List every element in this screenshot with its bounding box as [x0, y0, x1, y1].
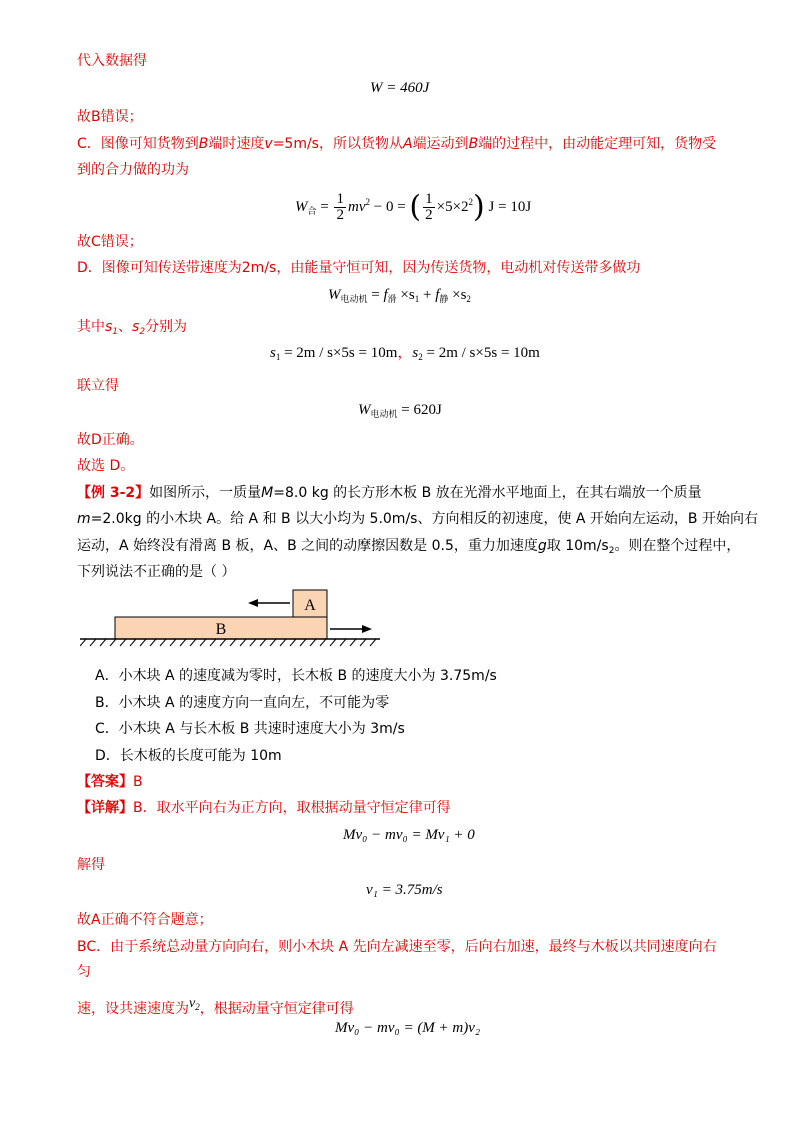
text-span: B — [198, 136, 209, 152]
equation-symbol: W — [358, 402, 371, 418]
fraction-numerator: 1 — [425, 191, 433, 208]
text-span: M — [261, 485, 274, 501]
text-span: 端时速度 — [208, 136, 265, 152]
text-line: 故B错误； — [77, 109, 143, 125]
equation-text: ×s — [396, 287, 415, 303]
example-line — [77, 483, 702, 503]
text-span: =8.0 kg 的长方形木板 B 放在光滑水平地面上，在其右端放一个质量 — [273, 485, 702, 501]
equation-text: J = 10J — [484, 199, 532, 215]
v2-letter: v — [189, 996, 196, 1011]
equation-kinetic-work — [295, 180, 531, 233]
text-span: B — [468, 136, 479, 152]
equation-symbol: s — [270, 345, 276, 361]
text-span: g — [537, 538, 547, 554]
equation-superscript: 2 — [468, 197, 474, 207]
text-line — [77, 317, 187, 342]
equation-subscript: 2 — [418, 352, 423, 362]
text-line: BC．由于系统总动量方向向右，则小木块 A 先向左减速至零，后向右加速，最终与木板以共同速度向右 — [77, 939, 717, 955]
text-span: ，根据动量守恒定律可得 — [199, 1001, 354, 1017]
fraction-denominator: 2 — [425, 207, 433, 224]
text-span: s — [105, 319, 113, 335]
text-line: D．图像可知传送带速度为2m/s，由能量守恒可知，因为传送货物，电动机对传送带多做功 — [77, 260, 641, 276]
v2-symbol — [189, 996, 200, 1011]
text-line: 故C错误； — [77, 234, 143, 250]
equation-text: = 2m / s×5s = 10m — [422, 345, 540, 361]
equation-motor-work: $W_{电动机} = f_滑 \times s_1 + f_静 \times s_2$ — [328, 287, 471, 304]
answer-tag: 【答案】 — [77, 774, 133, 790]
equation-symbol: f — [435, 287, 440, 303]
equation-symbol: W — [295, 199, 308, 215]
text-span: v — [264, 136, 273, 152]
equation-subscript: 1 — [275, 352, 281, 362]
text-span: 端运动到 — [412, 136, 469, 152]
paren-left: ( — [409, 189, 422, 225]
text-line: 联立得 — [77, 378, 119, 394]
equation-symbol: f — [383, 287, 388, 303]
equation-subscript: 2 — [466, 294, 471, 304]
equation-text: − 0 = — [369, 199, 410, 215]
fraction — [334, 192, 346, 223]
equation-work — [370, 78, 429, 98]
text-line: 故选 D。 — [77, 458, 135, 474]
option-d: D．长木板的长度可能为 10m — [95, 748, 282, 764]
equation-text: ×5×2 — [436, 199, 469, 215]
text-line: 故D正确。 — [77, 432, 144, 448]
text-span: 取 10m/s — [546, 538, 609, 554]
answer-line — [77, 772, 143, 792]
equation-motor-result — [358, 400, 442, 424]
equation-subscript: 1 — [414, 294, 420, 304]
block-a-label: A — [304, 597, 316, 614]
text-line: 解得 — [77, 857, 105, 873]
text-span: 。则在整个过程中， — [614, 538, 741, 554]
text-line: 匀 — [77, 964, 91, 980]
text-span: 分别为 — [145, 319, 188, 335]
equation-text: = — [316, 199, 333, 215]
equation-momentum-1: Mv₀ − mv₀ = Mv₁ + 0 — [343, 827, 475, 843]
option-c: C．小木块 A 与长木板 B 共速时速度大小为 3m/s — [95, 721, 405, 737]
text-span: s — [132, 319, 140, 335]
equation-subscript: 电动机 — [370, 409, 398, 419]
text-span: 2 — [608, 546, 615, 556]
detail-tag: 【详解】 — [77, 800, 133, 816]
text-span: 、 — [118, 319, 133, 335]
text-span: 2 — [139, 327, 146, 337]
answer-value: B — [133, 774, 143, 790]
example-line — [77, 509, 758, 529]
text-line: 代入数据得 — [77, 53, 147, 69]
example-line — [77, 536, 740, 561]
v2-subscript: 2 — [195, 1002, 200, 1012]
arrow-right-head — [362, 625, 372, 633]
text-span: A — [402, 136, 413, 152]
equation-separator: ， — [397, 345, 413, 361]
equation-text: mv — [347, 199, 366, 215]
option-b: B．小木块 A 的速度方向一直向左，不可能为零 — [95, 695, 390, 711]
equation-symbol: s — [412, 345, 419, 361]
detail-line — [77, 798, 451, 818]
equation-text: W = 460J — [370, 80, 430, 96]
text-span: 如图所示，一质量 — [149, 485, 262, 501]
arrow-left-head — [248, 599, 258, 607]
fraction — [423, 192, 435, 223]
equation-subscript: 静 — [439, 294, 449, 304]
text-span: 1 — [112, 327, 119, 337]
text-line: 故A正确不符合题意； — [77, 912, 213, 928]
equation-velocity-result: v₁ = 3.75m/s — [366, 882, 443, 898]
text-span: 运动，A 始终没有滑离 B 板，A、B 之间的动摩擦因数是 0.5，重力加速度 — [77, 538, 538, 554]
equation-text: + — [419, 287, 436, 303]
text-line: 到的合力做的功为 — [77, 162, 189, 178]
equation-superscript: 2 — [365, 197, 370, 207]
equation-subscript: 电动机 — [340, 294, 368, 304]
equation-subscript: 合 — [307, 206, 317, 216]
figure-board-block — [80, 585, 380, 647]
ground-hatch — [80, 639, 376, 646]
equation-text: = 2m / s×5s = 10m — [280, 345, 398, 361]
text-line — [77, 994, 354, 1019]
equation-text: = 620J — [397, 402, 442, 418]
equation-momentum-2: Mv₀ − mv₀ = (M + m)v₂ — [335, 1020, 481, 1036]
text-line — [77, 134, 716, 154]
option-a: A．小木块 A 的速度减为零时，长木板 B 的速度大小为 3.75m/s — [95, 668, 497, 684]
text-span: 其中 — [77, 319, 105, 335]
example-line: 下列说法不正确的是（ ） — [77, 564, 236, 580]
text-span: C．图像可知货物到 — [77, 136, 199, 152]
text-span: =5m/s，所以货物从 — [272, 136, 403, 152]
equation-displacements — [270, 343, 540, 367]
equation-symbol: W — [328, 287, 341, 303]
text-span: 速，设共速速度为 — [77, 1001, 189, 1017]
text-span: m — [77, 511, 91, 527]
board-b-label: B — [215, 621, 227, 638]
text-span: =2.0kg 的小木块 A。给 A 和 B 以大小均为 5.0m/s、方向相反的初速度，使 A 开始向左运动，B 开始向右 — [90, 511, 758, 527]
fraction-denominator: 2 — [336, 207, 344, 224]
detail-text: B．取水平向右为正方向，取根据动量守恒定律可得 — [133, 800, 451, 816]
text-span: 端的过程中，由动能定理可知，货物受 — [478, 136, 717, 152]
paren-right: ) — [473, 189, 485, 225]
equation-text: ×s — [448, 287, 467, 303]
equation-subscript: 滑 — [387, 294, 397, 304]
fraction-numerator: 1 — [336, 191, 344, 208]
example-tag: 【例 3-2】 — [77, 485, 150, 501]
